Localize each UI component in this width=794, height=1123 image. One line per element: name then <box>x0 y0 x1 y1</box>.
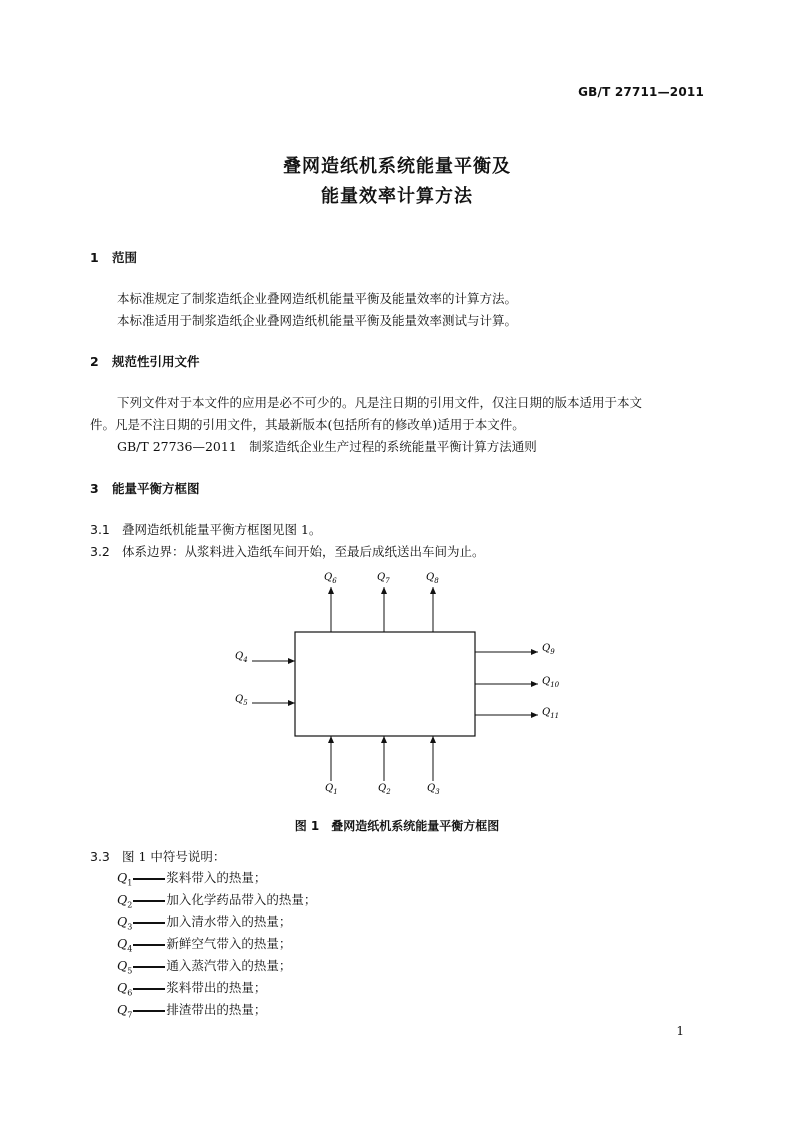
label-q2: $Q_2$ <box>378 783 391 796</box>
symbol: Q <box>117 958 128 973</box>
symbol-description: 新鲜空气带入的热量； <box>166 936 292 951</box>
clause-number: 3.3 <box>90 849 110 864</box>
label-q6: $Q_6$ <box>324 572 337 585</box>
symbol-item <box>117 890 316 910</box>
section-2-paragraph-line2: 件。凡是不注日期的引用文件，其最新版本(包括所有的修改单)适用于本文件。 <box>90 417 525 432</box>
energy-balance-diagram <box>0 560 794 810</box>
section-title: 规范性引用文件 <box>112 354 200 369</box>
em-dash <box>133 966 165 968</box>
clause-text: 体系边界：从浆料进入造纸车间开始，至最后成纸送出车间为止。 <box>122 544 485 559</box>
em-dash <box>133 900 165 902</box>
symbol-item <box>117 934 291 954</box>
em-dash <box>133 988 165 990</box>
figure-caption: 图 1 叠网造纸机系统能量平衡方框图 <box>294 819 500 833</box>
symbol-item <box>117 868 266 888</box>
section-1-heading <box>90 248 137 266</box>
label-q8: $Q_8$ <box>426 572 439 585</box>
symbol: Q <box>117 892 128 907</box>
section-title: 范围 <box>112 250 138 265</box>
section-number: 2 <box>90 354 99 369</box>
page-number: 1 <box>676 1024 684 1038</box>
document-title-line1: 叠网造纸机系统能量平衡及 <box>283 156 511 177</box>
symbol-item <box>117 956 291 976</box>
symbol-description: 通入蒸汽带入的热量； <box>166 958 292 973</box>
section-1-paragraph-2: 本标准适用于制浆造纸企业叠网造纸机能量平衡及能量效率测试与计算。 <box>117 313 518 328</box>
section-title: 能量平衡方框图 <box>112 481 200 496</box>
symbol-item <box>117 912 291 932</box>
system-boundary-box <box>295 632 475 736</box>
symbol-subscript: 6 <box>127 988 133 998</box>
symbol: Q <box>117 1002 128 1017</box>
section-3-heading <box>90 479 200 497</box>
symbol-description: 浆料带入的热量； <box>166 870 267 885</box>
clause-3-1 <box>90 520 321 538</box>
symbol-description: 加入化学药品带入的热量； <box>166 892 317 907</box>
symbol-subscript: 4 <box>127 944 133 954</box>
label-q4: $Q_4$ <box>235 651 248 664</box>
label-q11: $Q_{11}$ <box>542 707 560 720</box>
section-2-heading <box>90 352 200 370</box>
symbol-description: 排渣带出的热量； <box>166 1002 267 1017</box>
symbol: Q <box>117 870 128 885</box>
normative-reference: GB/T 27736—2011 制浆造纸企业生产过程的系统能量平衡计算方法通则 <box>117 439 537 454</box>
section-number: 3 <box>90 481 99 496</box>
label-q5: $Q_5$ <box>235 694 248 707</box>
symbol-description: 加入清水带入的热量； <box>166 914 292 929</box>
symbol-description: 浆料带出的热量； <box>166 980 267 995</box>
clause-3-2 <box>90 542 485 560</box>
clause-3-3 <box>90 847 225 865</box>
clause-number: 3.1 <box>90 522 110 537</box>
em-dash <box>133 878 165 880</box>
section-2-paragraph-line1: 下列文件对于本文件的应用是必不可少的。凡是注日期的引用文件，仅注日期的版本适用于本文 <box>117 395 643 410</box>
clause-text: 图 1 中符号说明： <box>122 849 226 864</box>
label-q10: $Q_{10}$ <box>542 676 560 689</box>
label-q9: $Q_9$ <box>542 643 555 656</box>
symbol: Q <box>117 914 128 929</box>
section-number: 1 <box>90 250 99 265</box>
em-dash <box>133 944 165 946</box>
symbol-subscript: 2 <box>127 900 133 910</box>
clause-text: 叠网造纸机能量平衡方框图见图 1。 <box>122 522 322 537</box>
label-q3: $Q_3$ <box>427 783 440 796</box>
symbol-subscript: 7 <box>127 1010 133 1020</box>
clause-number: 3.2 <box>90 544 110 559</box>
em-dash <box>133 922 165 924</box>
label-q1: $Q_1$ <box>325 783 338 796</box>
symbol-subscript: 3 <box>127 922 133 932</box>
symbol: Q <box>117 980 128 995</box>
document-title-line2: 能量效率计算方法 <box>321 186 473 207</box>
label-q7: $Q_7$ <box>377 572 390 585</box>
standard-number: GB/T 27711—2011 <box>578 85 704 99</box>
section-1-paragraph-1: 本标准规定了制浆造纸企业叠网造纸机能量平衡及能量效率的计算方法。 <box>117 291 518 306</box>
symbol-item <box>117 1000 266 1020</box>
symbol-subscript: 5 <box>127 966 133 976</box>
em-dash <box>133 1010 165 1012</box>
symbol: Q <box>117 936 128 951</box>
symbol-subscript: 1 <box>127 878 133 888</box>
symbol-item <box>117 978 266 998</box>
